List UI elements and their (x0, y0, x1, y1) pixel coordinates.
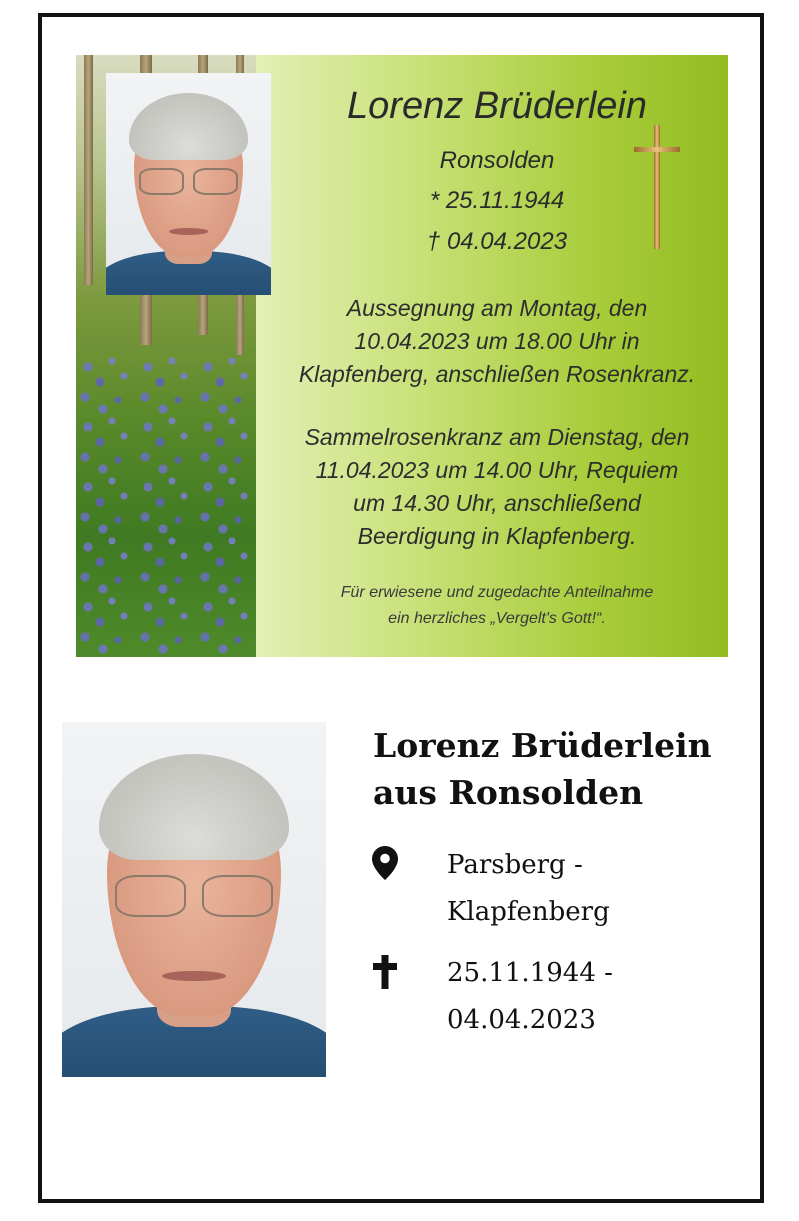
profile-location-line: Klapfenberg (447, 897, 610, 927)
notice-thanks (266, 580, 728, 632)
notice-blessing-line: Klapfenberg, anschließen Rosenkranz. (298, 361, 696, 387)
notice-portrait-photo (106, 73, 271, 295)
notice-service-line: um 14.30 Uhr, anschließend (353, 490, 641, 516)
obituary-notice (76, 55, 728, 657)
notice-death-date: † 04.04.2023 (426, 228, 568, 255)
notice-blessing-line: Aussegnung am Montag, den (346, 295, 648, 321)
map-pin-icon (372, 846, 398, 880)
profile-dates-line: 04.04.2023 (447, 1005, 596, 1035)
cross-icon (372, 955, 398, 989)
profile-origin-line: aus Ronsolden (373, 773, 644, 812)
notice-blessing-line: 10.04.2023 um 18.00 Uhr in (354, 328, 640, 354)
notice-service-paragraph (264, 421, 728, 553)
notice-blessing-paragraph (264, 292, 728, 391)
tree-trunk (84, 55, 93, 285)
notice-service-line: Sammelrosenkranz am Dienstag, den (304, 424, 690, 450)
bluebell-flowers (76, 355, 256, 655)
notice-birth-date: * 25.11.1944 (429, 187, 565, 214)
notice-service-line: Beerdigung in Klapfenberg. (357, 523, 637, 549)
notice-thanks-line: ein herzliches „Vergelt's Gott!“. (388, 610, 606, 627)
notice-service-line: 11.04.2023 um 14.00 Uhr, Requiem (315, 457, 679, 483)
profile-name-line: Lorenz Brüderlein (373, 726, 712, 765)
profile-name (373, 722, 753, 816)
profile-location (447, 842, 747, 936)
profile-dates-line: 25.11.1944 - (447, 958, 613, 988)
notice-thanks-line: Für erwiesene und zugedachte Anteilnahme (340, 584, 654, 601)
notice-deceased-name: Lorenz Brüderlein (347, 85, 647, 127)
profile-dates (447, 950, 747, 1044)
gold-cross-icon (634, 125, 680, 249)
notice-town: Ronsolden (439, 147, 555, 174)
profile-location-line: Parsberg - (447, 850, 583, 880)
profile-portrait-photo (62, 722, 326, 1077)
